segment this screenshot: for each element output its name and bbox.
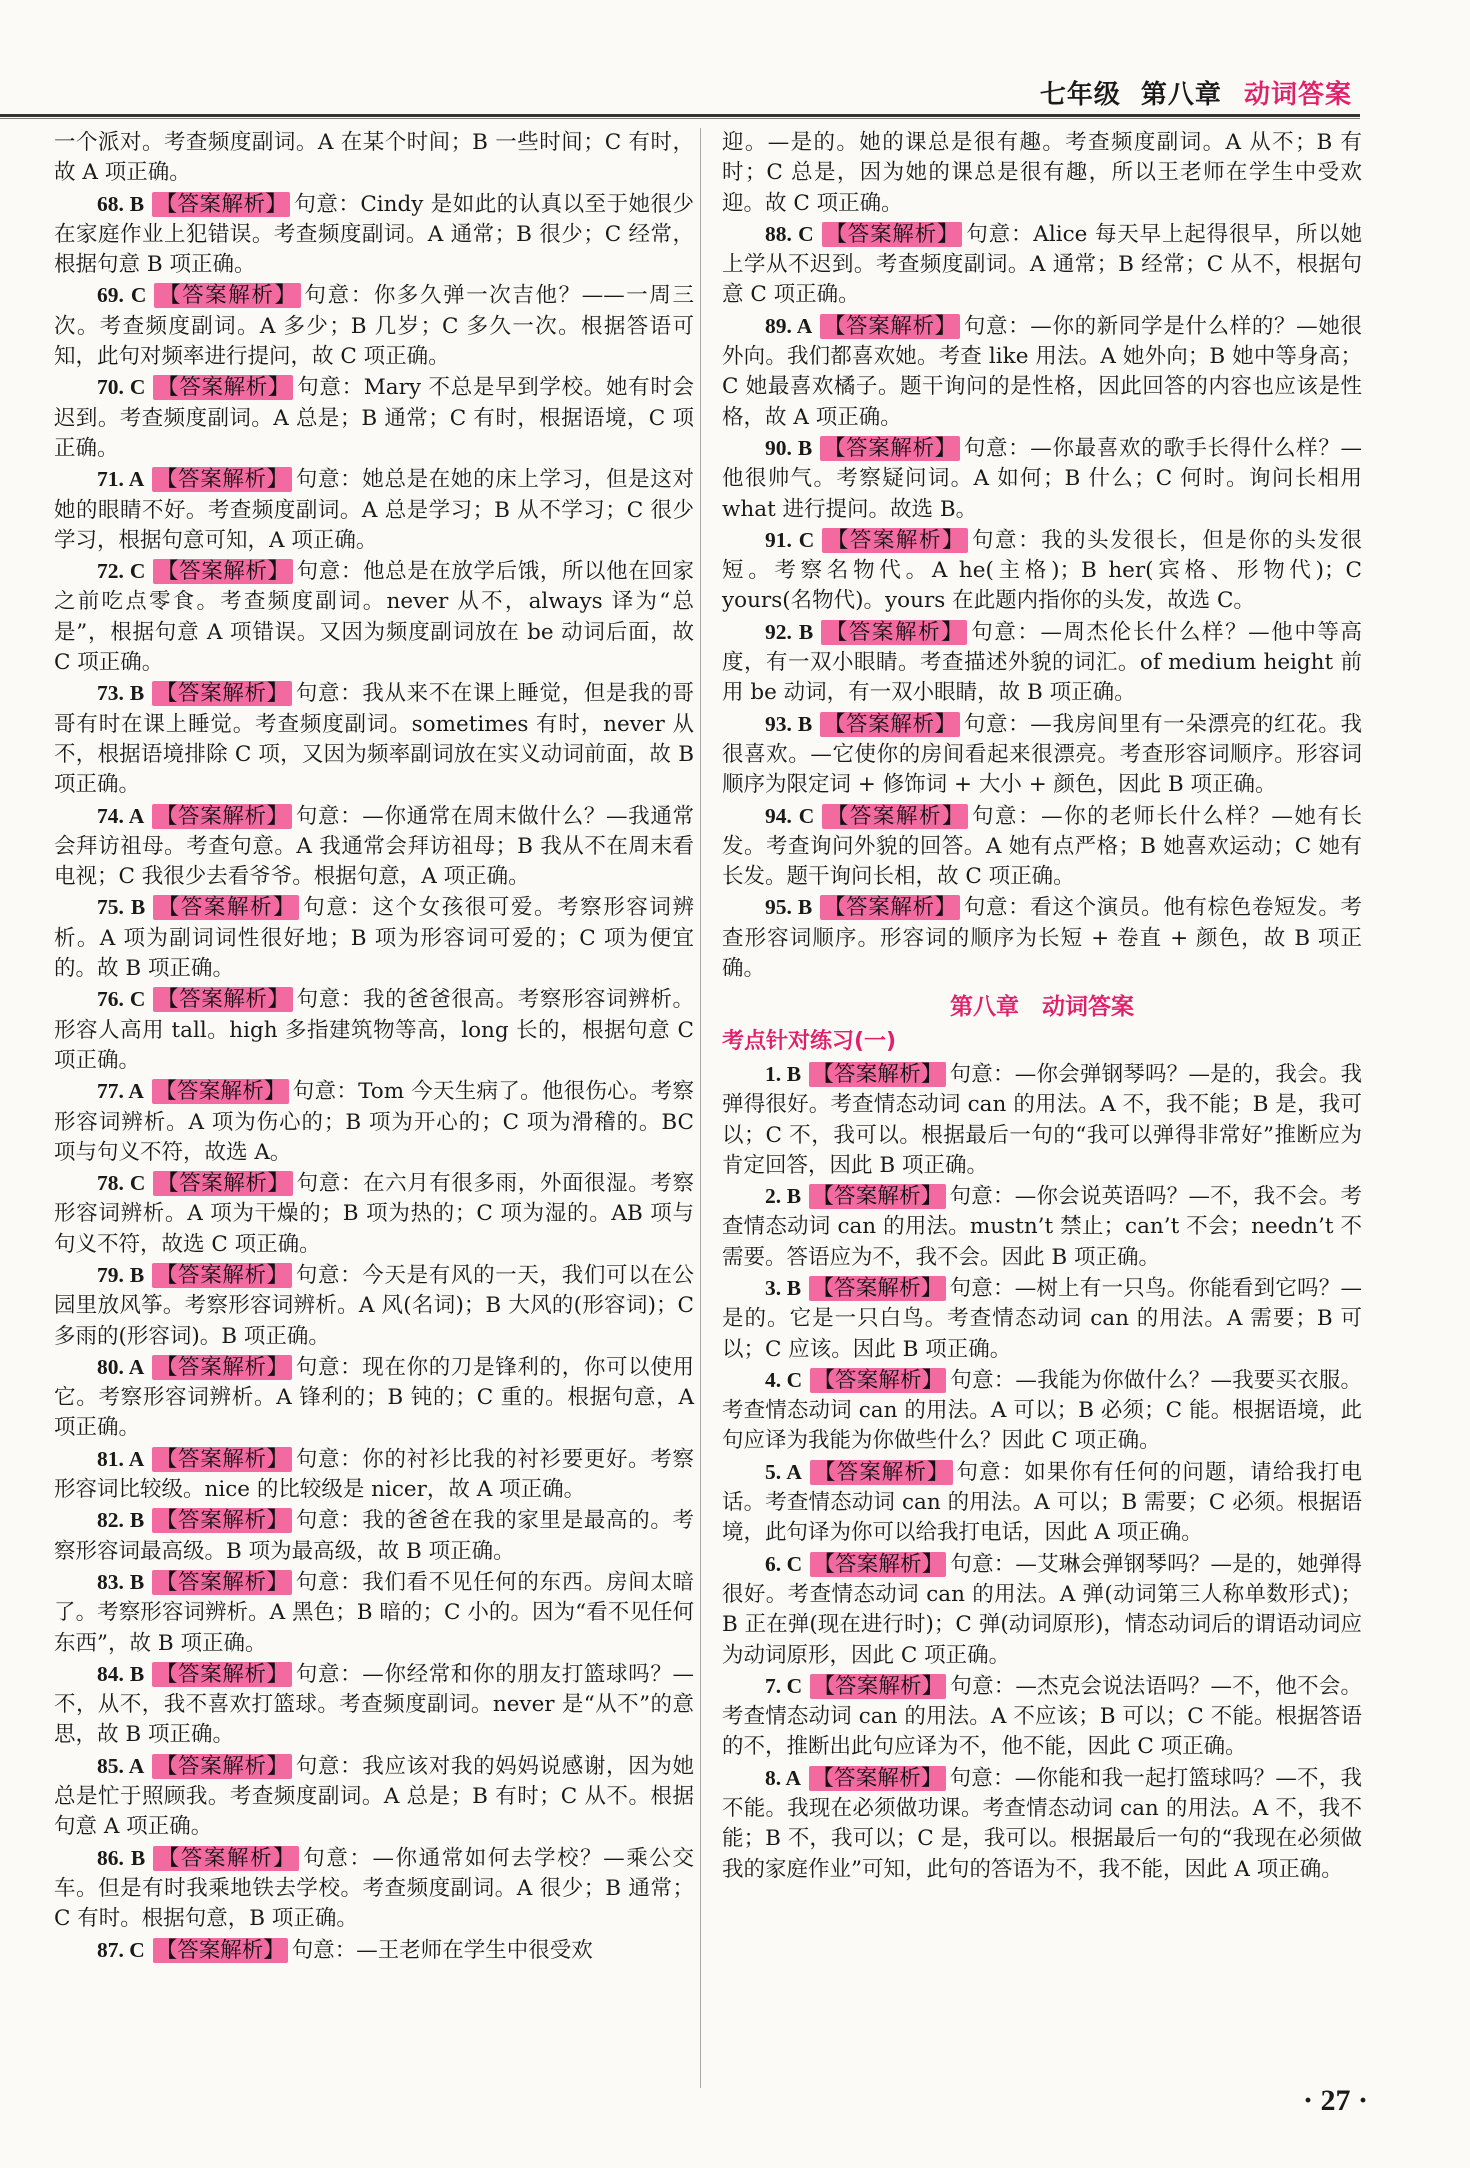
answer-text: 句意：—你经常和你的朋友打篮球吗？—不，从不，我不喜欢打篮球。考查频度副词。never 是“从不”的意思，故 B 项正确。 [54,1661,694,1748]
answer-item [722,219,1362,311]
answer-text: 句意：—你会弹钢琴吗？—是的，我会。我弹得很好。考查情态动词 can 的用法。A 不，我不能；B 是，我可以；C 不，我可以。根据最后一句的“我可以弹得非常好”推断应为肯定回答，因此 B 项正确。 [722,1061,1362,1178]
answer-number: 88. C [765,221,814,246]
answer-analysis-tag: 【答案解析】 [152,192,290,217]
answer-number: 91. C [765,527,815,552]
answer-analysis-tag: 【答案解析】 [153,895,299,920]
answer-analysis-tag: 【答案解析】 [820,314,960,339]
answer-item [722,801,1362,893]
answer-item [54,1659,694,1751]
answer-text: 句意：看这个演员。他有棕色卷短发。考查形容词顺序。形容词的顺序为长短 + 卷直 + 颜色，故 B 项正确。 [722,895,1362,982]
answer-item [722,1763,1362,1885]
answer-text: 句意：—我能为你做什么？—我要买衣服。考查情态动词 can 的用法。A 可以；B 必须；C 能。根据语境，此句应译为我能为你做些什么？因此 C 项正确。 [722,1367,1362,1454]
answer-item [722,617,1362,709]
answer-number: 71. A [97,467,145,492]
answer-item [722,128,1362,219]
column-divider [700,128,701,2088]
answer-number: 69. C [97,283,147,308]
answer-item [722,1671,1362,1763]
answer-number: 87. C [97,1937,145,1962]
answer-item [54,801,694,893]
answer-text: 句意：他总是在放学后饿，所以他在回家之前吃点零食。考查频度副词。never 从不，always 译为“总是”，根据句意 A 项错误。又因为频度副词放在 be 动词后面，故 C 项正确。 [54,559,694,676]
answer-analysis-tag: 【答案解析】 [810,1552,946,1577]
answer-number: 94. C [765,803,815,828]
answer-number: 79. B [97,1262,145,1287]
answer-item [54,1352,694,1444]
answer-item [54,678,694,800]
answer-text: 句意：—你通常在周末做什么？—我通常会拜访祖母。考查句意。A 我通常会拜访祖母；B 我从不在周末看电视；C 我很少去看爷爷。根据句意，A 项正确。 [54,803,694,890]
answer-analysis-tag: 【答案解析】 [152,467,292,492]
answer-text: 句意：—你的新同学是什么样的？—她很外向。我们都喜欢她。考查 like 用法。A 她外向；B 她中等身高；C 她最喜欢橘子。题干询问的是性格，因此回答的内容也应该是性格，故 A 项正确。 [722,313,1362,430]
answer-number: 8. A [765,1765,802,1790]
answer-analysis-tag: 【答案解析】 [153,987,292,1012]
answer-text: 句意：这个女孩很可爱。考察形容词辨析。A 项为副词词性很好地；B 项为形容词可爱的；C 项为便宜的。故 B 项正确。 [54,895,694,982]
answer-text: 句意：—王老师在学生中很受欢 [291,1937,593,1963]
answer-item [54,1168,694,1260]
answer-analysis-tag: 【答案解析】 [152,1079,289,1104]
answer-analysis-tag: 【答案解析】 [153,559,292,584]
answer-analysis-tag: 【答案解析】 [810,1460,953,1485]
answer-number: 92. B [765,619,814,644]
answer-analysis-tag: 【答案解析】 [809,1276,946,1301]
answer-item [722,433,1362,525]
answer-item [722,1273,1362,1365]
answer-text: 句意：Cindy 是如此的认真以至于她很少在家庭作业上犯错误。考查频度副词。A 通常；B 很少；C 经常，根据句意 B 项正确。 [54,191,694,278]
answer-analysis-tag: 【答案解析】 [822,804,968,829]
answer-analysis-tag: 【答案解析】 [809,1766,946,1791]
running-header [1040,74,1352,111]
answer-item [722,525,1362,617]
answer-analysis-tag: 【答案解析】 [152,1447,292,1472]
answer-analysis-tag: 【答案解析】 [152,1754,292,1779]
answer-number: 89. A [765,313,813,338]
answer-number: 93. B [765,711,813,736]
answer-analysis-tag: 【答案解析】 [820,436,960,461]
answer-item [722,1181,1362,1273]
header-rule [0,114,1360,117]
answer-analysis-tag: 【答案解析】 [153,1171,292,1196]
answer-number: 78. C [97,1171,146,1196]
answer-text: 句意：Mary 不总是早到学校。她有时会迟到。考查频度副词。A 总是；B 通常；C 有时，根据语境，C 项正确。 [54,375,695,461]
header-topic: 动词答案 [1243,80,1352,110]
answer-item [722,892,1362,984]
answer-text: 迎。—是的。她的课总是很有趣。考查频度副词。A 从不；B 有时；C 总是，因为她的课总是很有趣，所以王老师在学生中受欢迎。故 C 项正确。 [722,130,1362,216]
answer-number: 6. C [765,1551,803,1576]
answer-analysis-tag: 【答案解析】 [152,681,292,706]
answer-number: 86. B [97,1845,146,1870]
answer-text: 句意：我的爸爸很高。考察形容词辨析。形容人高用 tall。high 多指建筑物等高，long 长的，根据句意 C 项正确。 [54,987,694,1073]
answer-analysis-tag: 【答案解析】 [154,283,300,308]
answer-item [54,1567,694,1659]
answer-analysis-tag: 【答案解析】 [809,1062,946,1087]
answer-item [54,1260,694,1352]
answer-item [54,892,694,984]
answer-text: 句意：—你会说英语吗？—不，我不会。考查情态动词 can 的用法。mustn’t 禁止；can’t 不会；needn’t 不需要。答语应为不，我不会。因此 B 项正确。 [722,1184,1362,1270]
answer-analysis-tag: 【答案解析】 [820,712,960,737]
answer-analysis-tag: 【答案解析】 [152,1508,292,1533]
answer-text: 句意：—树上有一只鸟。你能看到它吗？—是的。它是一只白鸟。考查情态动词 can 的用法。A 需要；B 可以；C 应该。因此 B 项正确。 [722,1275,1362,1362]
answer-text: 句意：现在你的刀是锋利的，你可以使用它。考察形容词辨析。A 锋利的；B 钝的；C 重的。根据句意，A 项正确。 [54,1354,694,1441]
answer-item [54,1444,694,1506]
header-chapter: 第八章 [1140,80,1222,110]
answer-item [722,1365,1362,1457]
answer-text: 句意：我应该对我的妈妈说感谢，因为她总是忙于照顾我。考查频度副词。A 总是；B 有时；C 从不。根据句意 A 项正确。 [54,1753,694,1840]
answer-item [722,1549,1362,1671]
answer-item [54,556,694,678]
answer-item [54,372,694,464]
answer-item [54,1935,694,1966]
answer-number: 82. B [97,1508,145,1533]
answer-number: 83. B [97,1569,145,1594]
answer-text: 句意：我从来不在课上睡觉，但是我的哥哥有时在课上睡觉。考查频度副词。sometimes 有时，never 从不，根据语境排除 C 项，又因为频率副词放在实义动词前面，故 B 项正确。 [54,681,694,798]
chapter-heading: 第八章 动词答案 [950,994,1134,1021]
answer-number: 76. C [97,987,146,1012]
answer-item [54,984,694,1076]
answer-analysis-tag: 【答案解析】 [152,804,292,829]
answer-text: 句意：—你通常如何去学校？—乘公交车。但是有时我乘地铁去学校。考查频度副词。A 很少；B 通常；C 有时。根据句意，B 项正确。 [54,1845,694,1932]
answer-number: 77. A [97,1079,144,1104]
right-column [722,128,1362,1885]
answer-item [722,709,1362,801]
answer-text: 句意：—周杰伦长什么样？—他中等高度，有一双小眼睛。考查描述外貌的词汇。of medium height 前用 be 动词，有一双小眼睛，故 B 项正确。 [722,619,1362,706]
answer-analysis-tag: 【答案解析】 [152,1263,292,1288]
answer-text: 句意：—你能和我一起打篮球吗？—不，我不能。我现在必须做功课。考查情态动词 can 的用法。A 不，我不能；B 不，我可以；C 是，我可以。根据最后一句的“我现在必须做我的家庭作业”可知，此句的答语为不，我不能，因此 A 项正确。 [722,1765,1362,1882]
answer-text: 句意：—杰克会说法语吗？—不，他不会。考查情态动词 can 的用法。A 不应该；B 可以；C 不能。根据答语的不，推断出此句应译为不，他不能，因此 C 项正确。 [722,1673,1362,1760]
answer-text: 句意：—你最喜欢的歌手长得什么样？—他很帅气。考察疑问词。A 如何；B 什么；C 何时。询问长相用 what 进行提问。故选 B。 [722,435,1362,522]
left-column [54,128,694,1966]
answer-number: 80. A [97,1354,145,1379]
answer-item [54,1843,694,1935]
answer-number: 73. B [97,681,145,706]
answer-analysis-tag: 【答案解析】 [152,1355,292,1380]
section-heading: 考点针对练习(一) [722,1028,897,1054]
answer-analysis-tag: 【答案解析】 [810,1368,946,1393]
answer-item [722,1457,1362,1549]
answer-number: 74. A [97,803,145,828]
answer-text: 句意：她总是在她的床上学习，但是这对她的眼睛不好。考查频度副词。A 总是学习；B 从不学习；C 很少学习，根据句意可知，A 项正确。 [54,467,694,553]
answer-item [722,1059,1362,1181]
answer-number: 3. B [765,1275,802,1300]
answer-analysis-tag: 【答案解析】 [820,895,960,920]
answer-text: 句意：在六月有很多雨，外面很湿。考察形容词辨析。A 项为干燥的；B 项为热的；C 项为湿的。AB 项与句义不符，故选 C 项正确。 [54,1171,694,1257]
answer-item [54,1076,694,1168]
answer-text: 句意：如果你有任何的问题，请给我打电话。考查情态动词 can 的用法。A 可以；B 需要；C 必须。根据语境，此句译为你可以给我打电话，因此 A 项正确。 [722,1459,1362,1546]
answer-item [54,189,694,281]
answer-item [54,464,694,556]
header-grade: 七年级 [1039,80,1121,110]
answer-text: 句意：Alice 每天早上起得很早，所以她上学从不迟到。考查频度副词。A 通常；B 经常；C 从不，根据句意 C 项正确。 [722,221,1362,308]
answer-text: 句意：我的头发很长，但是你的头发很短。考察名物代。A he(主格)；B her(宾格、形物代)；C yours(名物代)。yours 在此题内指你的头发，故选 C。 [722,527,1362,614]
answer-text: 句意：你多久弹一次吉他？——一周三次。考查频度副词。A 多少；B 几岁；C 多久一次。根据答语可知，此句对频率进行提问，故 C 项正确。 [54,283,694,370]
answer-text: 句意：你的衬衫比我的衬衫要更好。考察形容词比较级。nice 的比较级是 nicer，故 A 项正确。 [54,1446,694,1503]
answer-text: 句意：—艾琳会弹钢琴吗？—是的，她弹得很好。考查情态动词 can 的用法。A 弹(动词第三人称单数形式)；B 正在弹(现在进行时)；C 弹(动词原形)，情态动词后的谓语动词应为动词原形，因此 C 项正确。 [722,1551,1362,1668]
answer-number: 70. C [97,375,146,400]
answer-item [54,1505,694,1567]
answer-text: 句意：今天是有风的一天，我们可以在公园里放风筝。考察形容词辨析。A 风(名词)；B 大风的(形容词)；C 多雨的(形容词)。B 项正确。 [54,1262,694,1349]
answer-number: 95. B [765,895,813,920]
answer-item [54,128,694,189]
header-rule-thin [0,118,1360,119]
answer-text: 句意：Tom 今天生病了。他很伤心。考察形容词辨析。A 项为伤心的；B 项为开心的；C 项为滑稽的。BC 项与句义不符，故选 A。 [54,1079,694,1165]
answer-analysis-tag: 【答案解析】 [810,1674,946,1699]
answer-number: 75. B [97,895,146,920]
answer-text: 句意：—你的老师长什么样？—她有长发。考查询问外貌的回答。A 她有点严格；B 她喜欢运动；C 她有长发。题干询问长相，故 C 项正确。 [722,803,1362,890]
answer-analysis-tag: 【答案解析】 [809,1184,946,1209]
answer-number: 68. B [97,191,145,216]
answer-text: 句意：我的爸爸在我的家里是最高的。考察形容词最高级。B 项为最高级，故 B 项正确。 [54,1508,694,1564]
answer-number: 2. B [765,1184,802,1209]
right-answers-chapter7 [722,128,1362,984]
answer-number: 5. A [765,1459,802,1484]
answer-number: 1. B [765,1061,802,1086]
answer-number: 90. B [765,435,813,460]
answer-analysis-tag: 【答案解析】 [153,1846,299,1871]
answer-analysis-tag: 【答案解析】 [153,375,293,400]
page-number: · 27 · [1302,2084,1368,2117]
answer-analysis-tag: 【答案解析】 [822,222,963,247]
answer-text: 句意：—我房间里有一朵漂亮的红花。我很喜欢。—它使你的房间看起来很漂亮。考查形容词顺序。形容词顺序为限定词 + 修饰词 + 大小 + 颜色，因此 B 项正确。 [722,711,1362,798]
answer-number: 85. A [97,1753,145,1778]
answer-analysis-tag: 【答案解析】 [152,1570,292,1595]
answer-text: 句意：我们看不见任何的东西。房间太暗了。考察形容词辨析。A 黑色；B 暗的；C 小的。因为“看不见任何东西”，故 B 项正确。 [54,1569,694,1656]
answer-analysis-tag: 【答案解析】 [822,528,968,553]
answer-number: 4. C [765,1367,803,1392]
answer-analysis-tag: 【答案解析】 [153,1938,288,1963]
right-answers-chapter8 [722,1059,1362,1885]
answer-number: 7. C [765,1673,803,1698]
answer-item [722,311,1362,433]
answer-item [54,1751,694,1843]
answer-item [54,280,694,372]
answer-number: 84. B [97,1661,145,1686]
answer-analysis-tag: 【答案解析】 [152,1662,292,1687]
answer-number: 81. A [97,1446,145,1471]
answer-text: 一个派对。考查频度副词。A 在某个时间；B 一些时间；C 有时，故 A 项正确。 [54,130,694,186]
answer-analysis-tag: 【答案解析】 [821,620,967,645]
answer-number: 72. C [97,559,146,584]
